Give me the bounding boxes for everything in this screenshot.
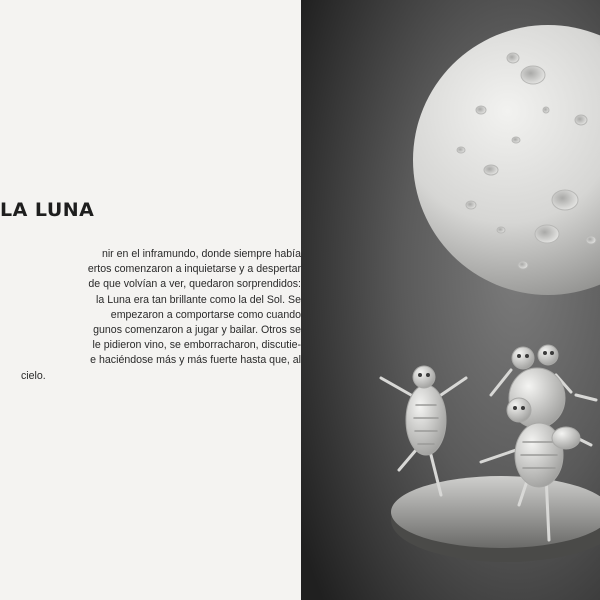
photo-page <box>301 0 600 600</box>
text-line: le pidieron vino, se emborracharon, discutie- <box>92 339 301 352</box>
text-line: de que volvían a ver, quedaron sorprendidos: <box>88 278 301 291</box>
text-line: la Luna era tan brillante como la del Sol. Se <box>96 293 301 306</box>
text-line: empezaron a comportarse como cuando <box>110 308 301 321</box>
text-line: e haciéndose más y más fuerte hasta que, al <box>90 354 301 367</box>
moon-skeletons-illustration <box>301 0 600 600</box>
text-line: nir en el inframundo, donde siempre había <box>101 248 301 260</box>
story-paragraph <box>0 247 301 384</box>
text-line: ertos comenzaron a inquietarse y a despertar <box>87 263 301 276</box>
page-title: LA LUNA <box>0 199 95 221</box>
text-line: cielo. <box>21 369 46 382</box>
text-line: gunos comenzaron a jugar y bailar. Otros se <box>93 324 301 337</box>
